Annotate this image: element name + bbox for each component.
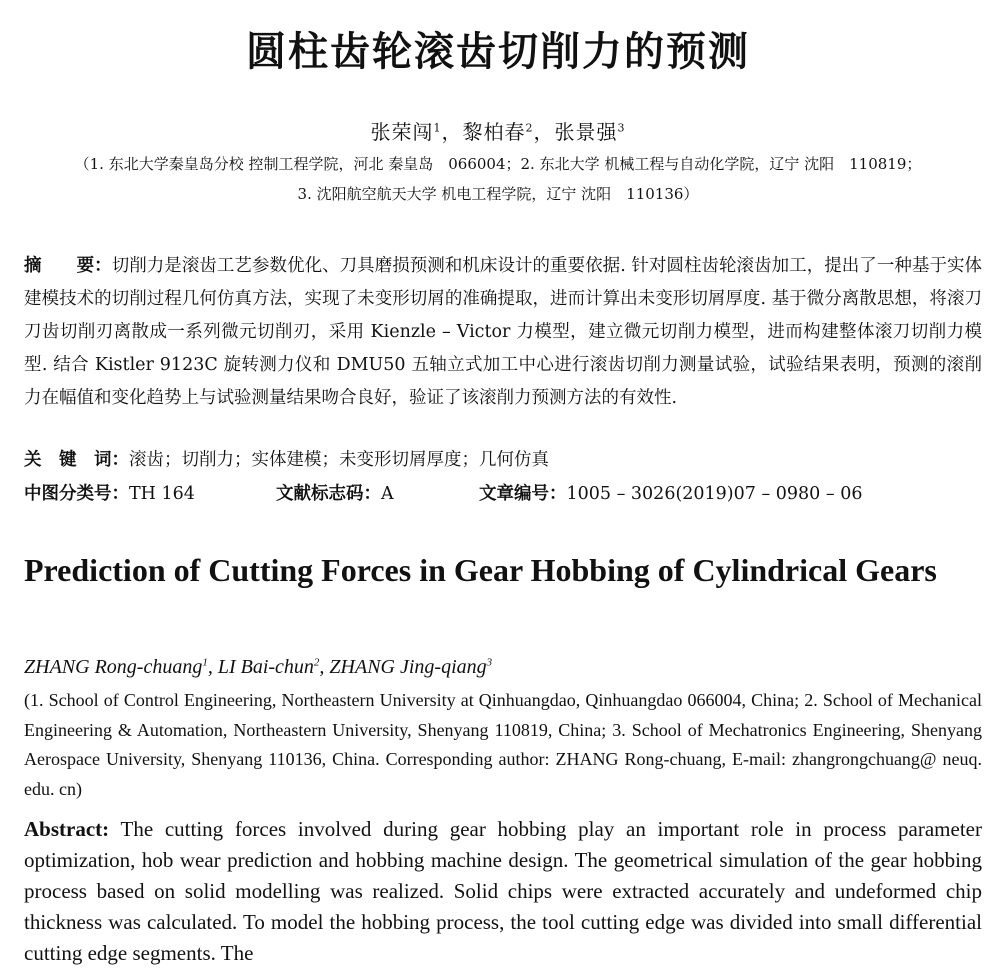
- author-separator: ，: [441, 120, 463, 144]
- author-affiliation-mark: 3: [617, 121, 626, 135]
- author-name: ZHANG Jing-qiang: [329, 656, 487, 678]
- chinese-affiliation-line-1: （1. 东北大学秦皇岛分校 控制工程学院，河北 秦皇岛 066004；2. 东北大学 机械工程与自动化学院，辽宁 沈阳 110819；: [74, 155, 922, 173]
- chinese-title: 圆柱齿轮滚齿切削力的预测: [246, 29, 750, 75]
- chinese-abstract-label: 摘 要：: [24, 256, 112, 276]
- clc-value: TH 164: [129, 484, 195, 504]
- chinese-abstract-text: 切削力是滚齿工艺参数优化、刀具磨损预测和机床设计的重要依据. 针对圆柱齿轮滚齿加工，提出了一种基于实体建模技术的切削过程几何仿真方法，实现了未变形切屑的准确提取，进而计算出未变形切屑厚度. 基于微分离散思想，将滚刀刀齿切削刃离散成一系列微元切削刃，采用 Kienzle – Victor 力模型，建立微元切削力模型，进而构建整体滚刀切削力模型. 结合 Kistler 9123C 旋转测力仪和 DMU50 五轴立式加工中心进行滚齿切削力测量试验，试验结果表明，预测的滚削力在幅值和变化趋势上与试验测量结果吻合良好，验证了该滚削力预测方法的有效性.: [24, 256, 983, 408]
- author-affiliation-mark: 3: [486, 656, 493, 669]
- author-affiliation-mark: 1: [202, 656, 208, 669]
- author-affiliation-mark: 2: [525, 121, 534, 135]
- chinese-authors: [0, 116, 996, 145]
- chinese-abstract: [24, 250, 982, 415]
- english-abstract-label: Abstract:: [24, 817, 110, 841]
- author-separator: ,: [207, 656, 218, 678]
- author-affiliation-mark: 2: [313, 656, 320, 669]
- english-abstract: [24, 814, 982, 969]
- document-code-value: A: [381, 484, 394, 504]
- author-name: 张景强: [554, 120, 618, 144]
- author-name: ZHANG Rong-chuang: [24, 656, 203, 678]
- chinese-affiliation-line-2: 3. 沈阳航空航天大学 机电工程学院，辽宁 沈阳 110136）: [297, 185, 699, 203]
- english-affiliation: (1. School of Control Engineering, Northeastern University at Qinhuangdao, Qinhuangdao 066004, China; 2. School of Mechanical Engineering & Automation, Northeastern University, Shenyang 110819, China; 3. School of Mechatronics Engineering, Shenyang Aerospace University, Shenyang 110136, China. Corresponding author: ZHANG Rong-chuang, E-mail: zhangrongchuang@ neuq. edu. cn): [24, 690, 982, 799]
- chinese-keywords: [24, 446, 549, 471]
- clc-label: 中图分类号：: [24, 484, 129, 504]
- article-number-value: 1005 – 3026(2019)07 – 0980 – 06: [566, 484, 863, 504]
- english-authors: [24, 656, 492, 679]
- keywords-text: 滚齿；切削力；实体建模；未变形切屑厚度；几何仿真: [129, 450, 549, 470]
- keywords-label: 关 键 词：: [24, 450, 129, 470]
- author-name: LI Bai-chun: [217, 656, 314, 678]
- document-code-label: 文献标志码：: [276, 484, 381, 504]
- english-title: Prediction of Cutting Forces in Gear Hobbing of Cylindrical Gears: [24, 552, 937, 588]
- clc-number: [24, 480, 195, 505]
- english-abstract-text: The cutting forces involved during gear hobbing play an important role in process parameter optimization, hob wear prediction and hobbing machine design. The geometrical simulation of the gear hobbing process based on solid modelling was realized. Solid chips were extracted accurately and undeformed chip thickness was calculated. To model the hobbing process, the tool cutting edge was divided into small differential cutting edge segments. The: [24, 817, 982, 965]
- article-number: [479, 480, 862, 505]
- author-separator: ，: [533, 120, 555, 144]
- author-affiliation-mark: 1: [433, 121, 442, 135]
- author-separator: ,: [319, 656, 330, 678]
- document-code: [276, 480, 394, 505]
- author-name: 黎柏春: [462, 120, 526, 144]
- author-name: 张荣闯: [370, 120, 434, 144]
- article-number-label: 文章编号：: [479, 484, 567, 504]
